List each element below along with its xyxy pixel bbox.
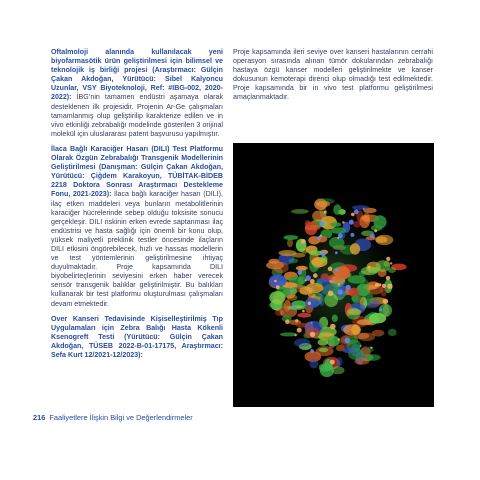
nucleus-dot [345,338,350,343]
nucleus-dot [328,267,333,272]
nucleus-dot [274,280,277,283]
nucleus-dot [330,360,335,365]
cell-blob [306,283,324,293]
cell-blob [373,215,386,228]
nucleus-dot [319,221,324,226]
cell-blob [346,308,360,320]
cell-blob [365,354,380,361]
cell-blob [287,306,305,310]
section-title: Faaliyetlere İlişkin Bilgi ve Değerlendirmeler [49,413,193,422]
nucleus-dot [349,220,354,225]
nucleus-dot [293,305,296,308]
cell-blob [273,262,288,273]
nucleus-dot [311,322,313,324]
right-column [233,48,433,109]
cell-blob [296,323,309,328]
project-heading: İlaca Bağlı Karaciğer Hasarı (DILI) Test Platformu Olarak Özgün Zebrabalığı Transgenik Modellerinin Geliştirilmesi (Danışman: Gülçin Çakan Akdoğan, Yürütücü: Çiğdem Karakoyun, TÜBİTAK-BİDEB 2218 Doktora Sonrası Araştırmacı Destekleme Fonu, 2021-2023): [51,144,223,199]
cell-blob [310,359,319,369]
nucleus-dot [295,319,298,322]
nucleus-dot [333,280,336,283]
nucleus-dot [310,349,314,353]
nucleus-dot [290,290,292,292]
cell-blob [317,278,330,282]
paragraph-dili [51,145,223,309]
nucleus-dot [321,251,326,256]
nucleus-dot [335,268,338,271]
nucleus-dot [338,283,340,285]
cell-blob [388,329,397,336]
cell-blob [360,280,369,291]
nucleus-dot [301,239,306,244]
nucleus-dot [297,270,302,275]
nucleus-dot [305,279,307,281]
project-heading: Over Kanseri Tedavisinde Kişiselleştirilmiş Tıp Uygulamaları için Zebra Balığı Hasta Kökenli Ksenogreft Testi (Yürütücü: Gülçin Çakan Akdoğan, TÜSEB 2022-B-01-17175, Araştırmacı: Sefa Kurt 12/2021-12/2023): [51,314,223,359]
nucleus-dot [375,283,379,287]
cell-blob [376,235,394,245]
paragraph-over-kanseri [51,315,223,360]
cell-blob [294,338,310,347]
nucleus-dot [338,338,340,340]
cell-blob [308,293,316,297]
cell-blob [333,204,341,215]
nucleus-dot [368,266,371,269]
page-footer [33,413,193,422]
nucleus-dot [370,234,375,239]
nucleus-dot [276,285,280,289]
project-description: İlaca bağlı karaciğer hasarı (DILI), ilaç etken maddeleri veya bunların metabolitlerinin karaciğer hücrelerinde sebep olduğu toksisite sonucu gerçekleşir. DILI riskinin erken evrede saptanması ilaç endüstrisi ve hasta sağlığı için önemli bir konu olup, yüksek maliyetli preklinik testler öncesinde ilaçların DILI etkisini öngörebilecek, hızlı ve hassas modellerin ve test yöntemlerinin geliştirilmesine ihtiyaç duyulmaktadır. Proje kapsamında DILI biyobelirteçlerinin seviyesini erken haber verecek sensör transgenik balıklar geliştirilmiştir. Bu balıkları kullanarak bir test platformu oluşturulması çalışmaları devam etmektedir. [51,190,223,308]
cell-blob [305,298,319,308]
nucleus-dot [359,345,361,347]
nucleus-dot [382,284,386,288]
cell-blob [321,256,328,263]
nucleus-dot [386,276,390,280]
nucleus-dot [351,213,355,217]
nucleus-dot [291,307,293,309]
cell-blob [352,205,369,210]
paragraph-over-kanseri-continued: Proje kapsamında ileri seviye over kanseri hastalarının cerrahi operasyon sırasında alınan tümör dokularından zebrabalığı hastaya özgü kanser modelleri geliştirilmekte ve kanser dokusunun kemoterapi direnci olup olmadığı test edilmektedir. Proje kapsamında bir in vivo test platformu geliştirilmesi amaçlanmaktadır. [233,48,433,102]
cell-blob [343,348,356,353]
nucleus-dot [330,324,336,330]
cell-blob [332,315,338,322]
cell-blob [326,336,340,347]
nucleus-dot [328,291,333,296]
cell-blob [305,220,311,227]
nucleus-dot [370,347,372,349]
cell-blob [336,357,342,366]
nucleus-dot [387,284,392,289]
cell-blob [319,348,328,352]
nucleus-dot [354,209,359,214]
nucleus-dot [297,328,302,333]
project-description: İBG’nin tamamen endüstri aşamaya olarak desteklenen ilk projesidir. Projenin Ar-Ge çalışmaları tamamlanmış olup geliştirilip karakterize edilen ve in vivo etkinliği zebrabalığı modelinde gösterilen 3 orijinal molekül için uluslararası patent başvurusu yapılmıştır. [51,93,223,138]
cell-blob [316,201,330,207]
nucleus-dot [379,308,382,311]
nucleus-dot [310,332,315,337]
cell-blob [350,243,360,254]
nucleus-dot [320,235,322,237]
nucleus-dot [302,310,305,313]
nucleus-dot [346,285,351,290]
cell-blob [331,227,346,234]
cell-blob [369,313,386,324]
cell-blob [289,258,299,263]
cell-blob [336,266,350,279]
cell-blob [284,235,299,240]
nucleus-dot [350,233,354,237]
cell-blob [384,261,390,267]
nucleus-dot [342,221,344,223]
nucleus-dot [324,211,327,214]
nucleus-dot [335,251,338,254]
nucleus-dot [363,208,365,210]
nucleus-dot [383,299,389,305]
project-heading: Oftalmoloji alanında kullanılacak yeni biyofarmasötik ürün geliştirilmesi için bilimsel ve teknolojik iş birliği projesi (Araştırmacı: Gülçin Çakan Akdoğan, Yürütücü: Sibel Kalyoncu Uzunlar, VSY Biyoteknoloji, Ref: #IBG-002, 2020-2022): [51,48,223,102]
nucleus-dot [285,319,290,324]
nucleus-dot [374,229,377,232]
nucleus-dot [338,290,343,295]
nucleus-dot [295,334,297,336]
cell-blob [296,266,308,271]
nucleus-dot [379,283,382,286]
cell-blob [318,339,329,346]
cell-blob [330,222,341,227]
xenograft-tumor-illustration [233,143,434,407]
nucleus-dot [386,257,390,261]
paragraph-oftalmoloji [51,48,223,139]
cell-blob [291,209,309,214]
cell-blob [279,250,297,256]
nucleus-dot [337,237,339,239]
cell-blob [351,324,360,335]
nucleus-dot [390,262,392,264]
nucleus-dot [308,302,311,305]
cell-blob [269,291,285,304]
nucleus-dot [310,279,315,284]
cell-blob [284,300,291,312]
left-column [51,48,223,366]
page-number: 216 [33,413,46,422]
nucleus-dot [313,273,318,278]
cell-blob [297,313,311,318]
nucleus-dot [340,281,343,284]
fluorescence-microscopy-image [233,143,434,407]
